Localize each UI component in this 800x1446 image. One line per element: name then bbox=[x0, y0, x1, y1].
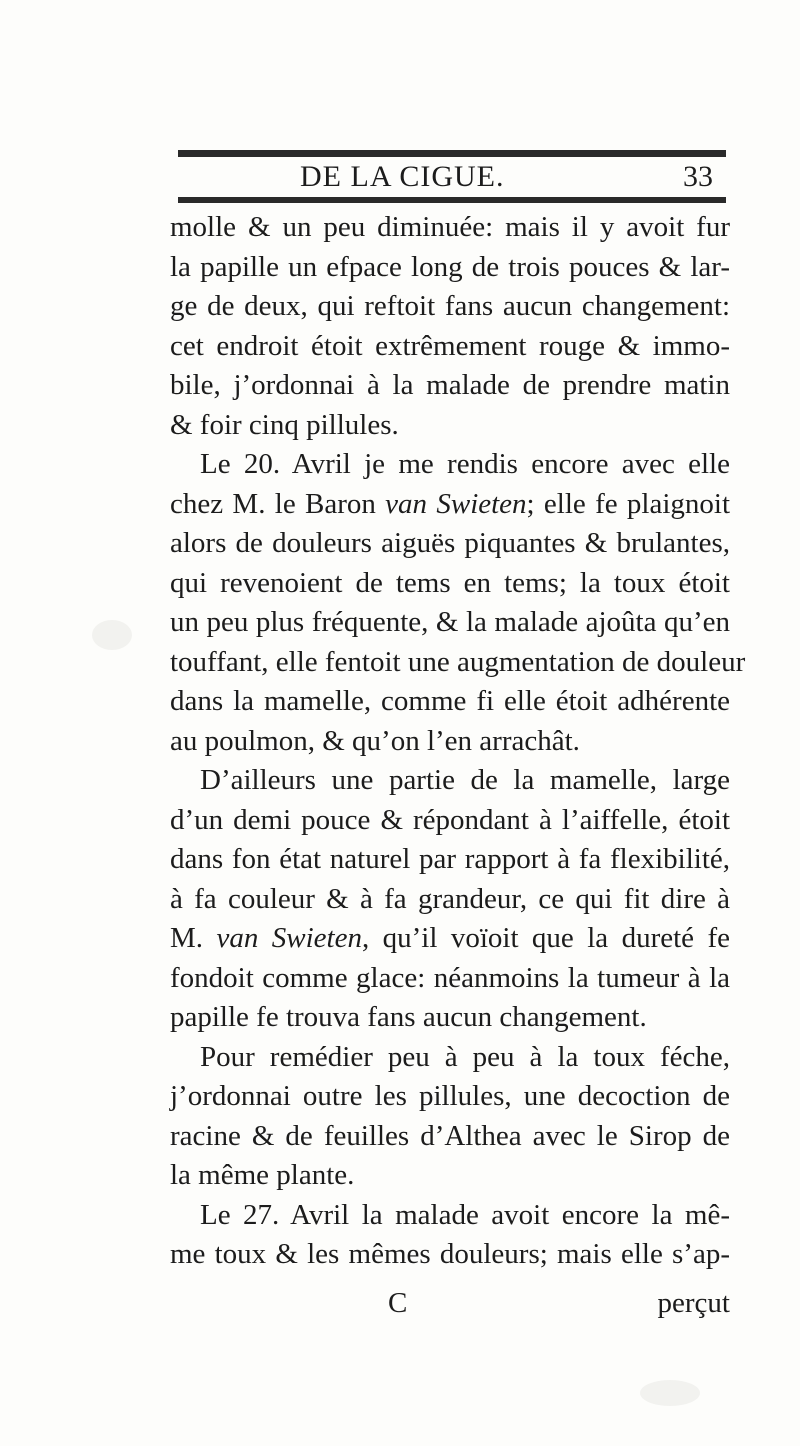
paper-stain bbox=[640, 1380, 700, 1406]
text-line: un peu plus fréquente, & la malade ajoûta qu’en bbox=[170, 606, 730, 638]
text-line: papille fe trouva fans aucun changement. bbox=[170, 1001, 647, 1033]
page-number: 33 bbox=[683, 160, 713, 193]
text-line: d’un demi pouce & répondant à l’aiffelle, étoit bbox=[170, 803, 730, 836]
paper-stain bbox=[92, 620, 132, 650]
text-line: dans la mamelle, comme fi elle étoit adhérente bbox=[170, 685, 730, 717]
text-line: chez M. le Baron van Swieten; elle fe plaignoit bbox=[170, 487, 730, 520]
text-line: au poulmon, & qu’on l’en arrachât. bbox=[170, 724, 580, 757]
text-line: ge de deux, qui reftoit fans aucun changement: bbox=[170, 290, 730, 322]
text-line: fondoit comme glace: néanmoins la tumeur à la bbox=[170, 961, 730, 994]
text-line: me toux & les mêmes douleurs; mais elle s’ap- bbox=[170, 1238, 730, 1270]
text-line: à fa couleur & à fa grandeur, ce qui fit dire à bbox=[170, 882, 730, 915]
text-line: bile, j’ordonnai à la malade de prendre matin bbox=[170, 369, 730, 401]
signature-mark: C bbox=[388, 1287, 408, 1319]
italic-name: van Swieten bbox=[385, 487, 527, 520]
header-rule-bottom bbox=[178, 197, 726, 203]
text-line: qui revenoient de tems en tems; la toux étoit bbox=[170, 566, 730, 599]
italic-name: van Swieten bbox=[216, 922, 362, 954]
text-line: molle & un peu diminuée: mais il y avoit fur bbox=[170, 211, 730, 243]
text-line: touffant, elle fentoit une augmentation de douleur bbox=[170, 645, 746, 678]
text-line: & foir cinq pillules. bbox=[170, 408, 399, 441]
header-rule-top bbox=[178, 150, 726, 157]
text-line: Le 27. Avril la malade avoit encore la mê- bbox=[200, 1198, 730, 1231]
catchword: perçut bbox=[657, 1287, 730, 1319]
text-line: la même plante. bbox=[170, 1159, 355, 1191]
text-line: racine & de feuilles d’Althea avec le Sirop de bbox=[170, 1119, 730, 1152]
text-line: j’ordonnai outre les pillules, une decoction de bbox=[170, 1080, 730, 1112]
text-line: M. van Swieten, qu’il voïoit que la dureté fe bbox=[170, 922, 730, 954]
text-line: la papille un efpace long de trois pouces & lar- bbox=[170, 250, 730, 283]
text-line: Le 20. Avril je me rendis encore avec elle bbox=[200, 448, 730, 480]
text-line: Pour remédier peu à peu à la toux féche, bbox=[200, 1040, 730, 1073]
running-title: DE LA CIGUE. bbox=[300, 160, 505, 193]
page-footer bbox=[170, 1287, 730, 1327]
text-line: D’ailleurs une partie de la mamelle, large bbox=[200, 764, 730, 796]
text-line: cet endroit étoit extrêmement rouge & immo- bbox=[170, 329, 730, 362]
text-line: alors de douleurs aiguës piquantes & brulantes, bbox=[170, 527, 730, 559]
text-line: dans fon état naturel par rapport à fa flexibilité, bbox=[170, 843, 730, 875]
body-text bbox=[170, 208, 746, 1275]
running-head bbox=[0, 160, 800, 196]
